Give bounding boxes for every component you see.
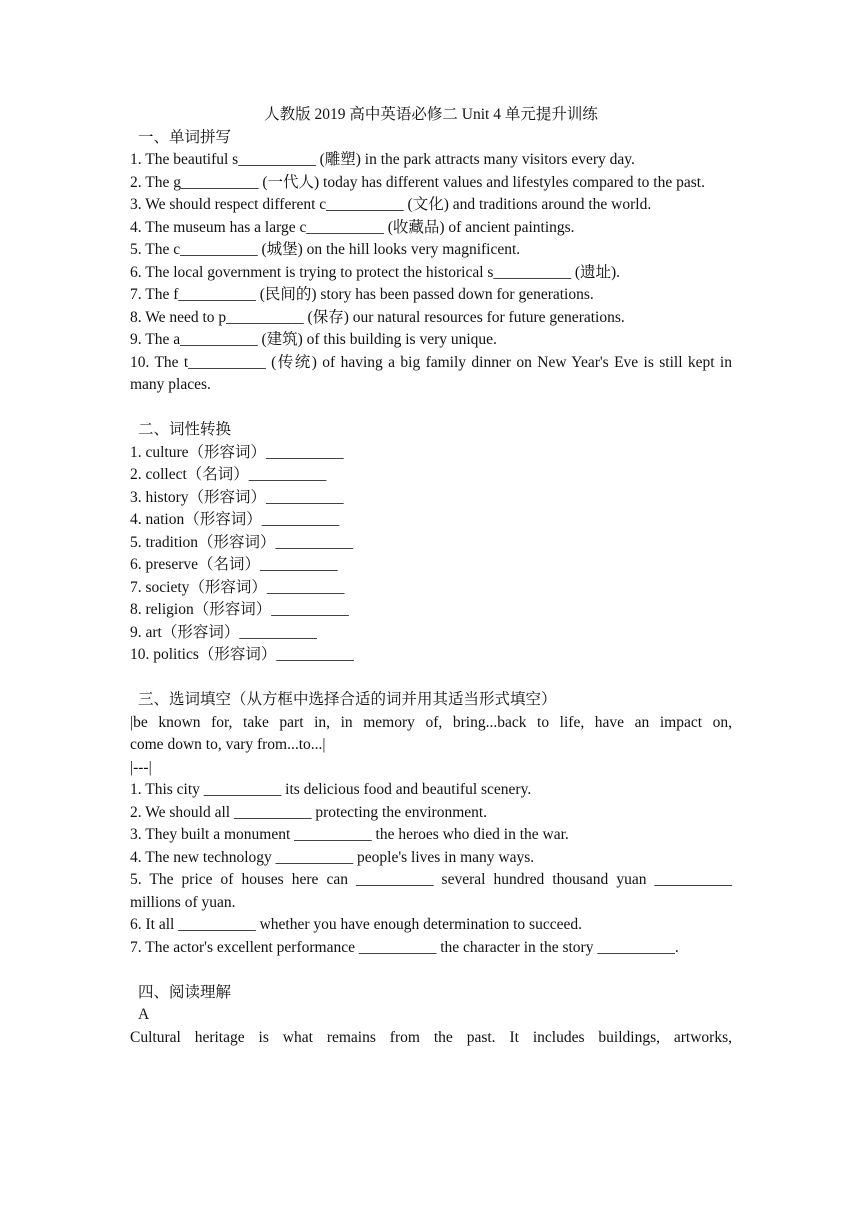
spelling-list: [130, 149, 732, 397]
document-title: 人教版 2019 高中英语必修二 Unit 4 单元提升训练: [264, 106, 598, 123]
list-item: 4. The museum has a large c__________ (收藏品) of ancient paintings.: [130, 218, 575, 236]
list-item: 1. The beautiful s__________ (雕塑) in the park attracts many visitors every day.: [130, 151, 635, 168]
list-item: 3. They built a monument __________ the heroes who died in the war.: [130, 826, 569, 843]
list-item: 2. The g__________ (一代人) today has different values and lifestyles compared to the past.: [130, 173, 705, 191]
word-box-line: come down to, vary from...to...|: [130, 736, 326, 753]
section-heading-reading: 四、阅读理解: [138, 983, 232, 1001]
passage-label: A: [138, 1006, 150, 1023]
list-item: 10. politics（形容词）__________: [130, 646, 354, 663]
list-item: 7. society（形容词）__________: [130, 578, 345, 596]
document-page: [130, 104, 732, 1049]
list-item: 9. The a__________ (建筑) of this building is very unique.: [130, 331, 497, 348]
word-box-separator: |---|: [130, 758, 152, 776]
list-item: 7. The f__________ (民间的) story has been passed down for generations.: [130, 286, 594, 303]
word-box-line: |be known for, take part in, in memory of, bring...back to life, have an impact on,: [130, 713, 732, 731]
list-item: 6. It all __________ whether you have enough determination to succeed.: [130, 916, 582, 933]
section-heading-word-forms: 二、词性转换: [138, 421, 232, 438]
list-item: 3. We should respect different c__________ (文化) and traditions around the world.: [130, 196, 652, 213]
list-item: 10. The t__________ (传统) of having a big family dinner on New Year's Eve is still kept in many places.: [130, 353, 732, 393]
blank-line: [130, 959, 732, 982]
list-item: 1. This city __________ its delicious food and beautiful scenery.: [130, 781, 532, 798]
blank-line: [130, 397, 732, 420]
word-forms-list: [130, 442, 732, 667]
list-item: 2. We should all __________ protecting the environment.: [130, 803, 488, 821]
list-item: 7. The actor's excellent performance __________ the character in the story __________.: [130, 938, 679, 956]
list-item: 4. nation（形容词）__________: [130, 511, 340, 528]
list-item: 8. religion（形容词）__________: [130, 601, 349, 618]
list-item: 5. tradition（形容词）__________: [130, 533, 354, 551]
section-heading-fill-in: 三、选词填空（从方框中选择合适的词并用其适当形式填空）: [138, 691, 557, 708]
fill-in-list: [130, 779, 732, 959]
list-item: 5. The c__________ (城堡) on the hill looks very magnificent.: [130, 241, 521, 258]
passage-text: Cultural heritage is what remains from the past. It includes buildings, artworks,: [130, 1028, 732, 1046]
list-item: 5. The price of houses here can __________ several hundred thousand yuan __________ millions of yuan.: [130, 871, 732, 911]
list-item: 6. preserve（名词）__________: [130, 556, 338, 573]
list-item: 2. collect（名词）__________: [130, 466, 327, 483]
list-item: 6. The local government is trying to protect the historical s__________ (遗址).: [130, 263, 621, 281]
list-item: 1. culture（形容词）__________: [130, 443, 344, 461]
list-item: 9. art（形容词）__________: [130, 623, 317, 641]
section-heading-spelling: 一、单词拼写: [138, 128, 232, 146]
list-item: 3. history（形容词）__________: [130, 488, 344, 506]
list-item: 4. The new technology __________ people's lives in many ways.: [130, 848, 535, 866]
blank-line: [130, 667, 732, 690]
list-item: 8. We need to p__________ (保存) our natural resources for future generations.: [130, 308, 625, 326]
